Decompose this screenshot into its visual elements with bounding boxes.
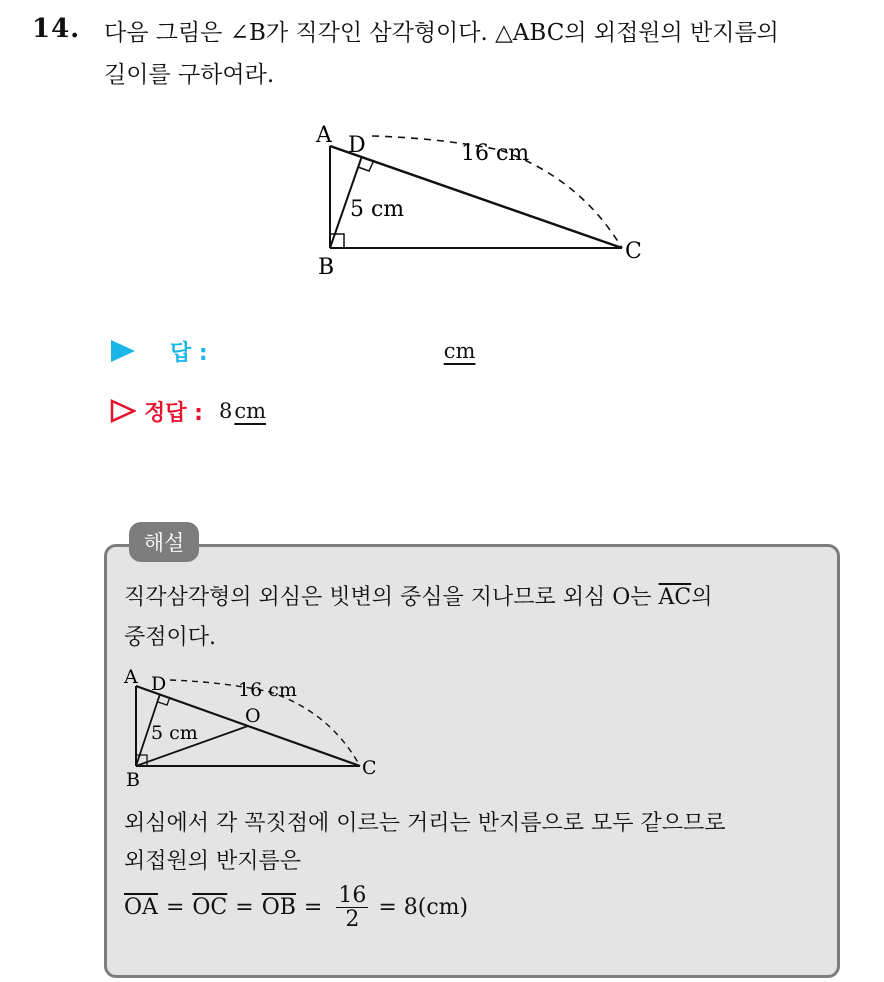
exp-label-d: D	[151, 673, 167, 695]
label-d: D	[348, 133, 366, 158]
explanation-figure	[120, 662, 390, 788]
answer-label: 답 :	[170, 340, 208, 366]
exp-label-c: C	[362, 757, 377, 779]
explanation-formula	[124, 884, 468, 931]
label-a: A	[316, 123, 332, 148]
formula-denominator: 2	[345, 907, 360, 933]
explanation-line4: 외접원의 반지름은	[124, 849, 302, 874]
correct-answer-row	[110, 394, 266, 428]
explanation-line1-end: 의	[691, 585, 713, 610]
question-number: 14.	[32, 14, 81, 44]
question-text-line2: 길이를 구하여라.	[104, 62, 275, 88]
outline-triangle-icon	[110, 399, 136, 423]
formula-seg-oa: $\overline{OA}$	[124, 895, 158, 921]
correct-answer-label: 정답 :	[144, 400, 203, 426]
formula-eq-2: =	[235, 895, 254, 921]
exp-label-o: O	[245, 705, 261, 727]
exp-label-ac-length: 16 cm	[238, 679, 297, 701]
label-ac-length: 16 cm	[461, 141, 530, 166]
segment-ac-label: $\overline{AC}$	[658, 585, 692, 610]
answer-row	[110, 334, 475, 368]
correct-answer-unit: cm	[234, 399, 267, 423]
formula-result: = 8(cm)	[378, 895, 469, 921]
exp-label-bd-length: 5 cm	[151, 722, 198, 744]
explanation-line2: 중점이다.	[124, 625, 217, 650]
label-bd-length: 5 cm	[350, 197, 405, 222]
triangle-figure	[310, 110, 670, 285]
formula-eq-3: =	[303, 895, 323, 921]
formula-seg-ob: $\overline{OB}$	[261, 895, 296, 921]
explanation-tag: 해설	[129, 522, 199, 562]
question-text-line1: 다음 그림은 ∠B가 직각인 삼각형이다. △ABC의 외접원의 반지름의	[104, 20, 779, 46]
correct-answer-value: 8	[218, 399, 233, 423]
exp-label-a: A	[124, 666, 138, 688]
explanation-line1	[124, 580, 713, 611]
formula-numerator: 16	[338, 883, 367, 908]
filled-triangle-icon	[110, 339, 136, 363]
answer-input[interactable]	[208, 337, 444, 365]
formula-seg-oc: $\overline{OC}$	[192, 895, 228, 921]
exp-label-b: B	[126, 769, 140, 788]
formula-fraction	[336, 884, 368, 931]
label-b: B	[318, 255, 335, 280]
explanation-line1-text: 직각삼각형의 외심은 빗변의 중심을 지나므로 외심 O는	[124, 585, 659, 610]
explanation-line3: 외심에서 각 꼭짓점에 이르는 거리는 반지름으로 모두 같으므로	[124, 811, 726, 836]
formula-eq-1: =	[165, 895, 185, 921]
question-text	[104, 12, 874, 96]
label-c: C	[625, 239, 642, 264]
answer-unit: cm	[443, 339, 476, 363]
